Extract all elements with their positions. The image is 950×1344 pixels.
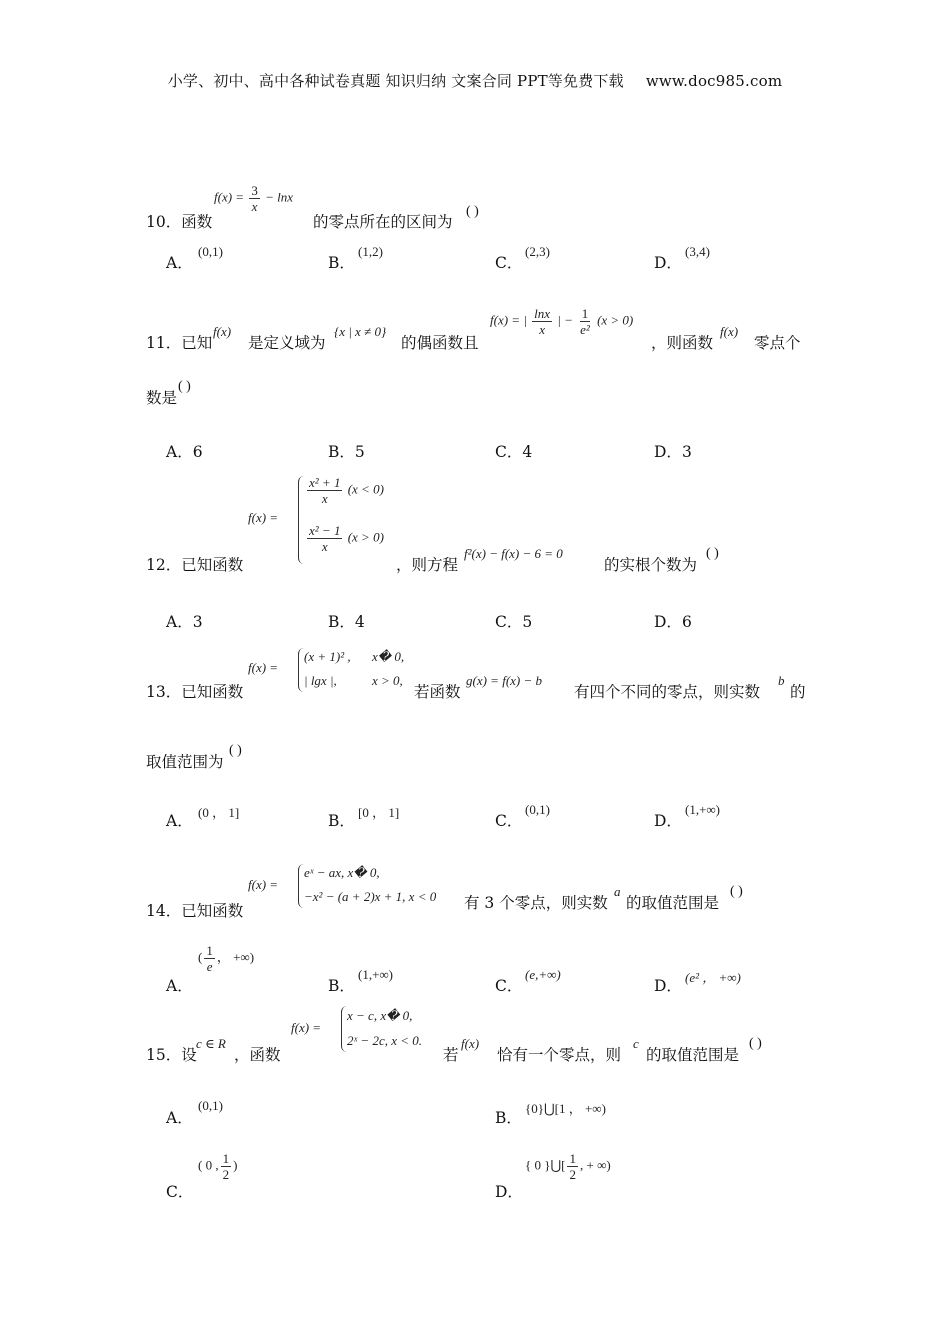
q14-case1: eˣ − ax, x� 0, xyxy=(304,865,380,880)
q15-option-d: { 0 }⋃[ $\frac{1}{2}$ , + ∞) xyxy=(525,1151,611,1182)
q11-formula: f(x) = | $\frac{\ln x}{x}$ | − $\frac{1}{\text{e²}}$ (x > 0) xyxy=(490,306,634,337)
q15-mid3: 恰有一个零点，则 xyxy=(497,1046,622,1064)
q14-formula-lhs: f(x) = xyxy=(248,877,279,892)
q15-cr: c ∈ R xyxy=(196,1036,226,1051)
q11-answer-paren: ( ) xyxy=(178,379,191,394)
q11-mid1: 是定义域为 xyxy=(248,334,326,352)
q14-option-a-label: A． xyxy=(166,977,193,995)
q11-fx2: f(x) xyxy=(720,324,739,339)
q12-prefix: 12．已知函数 xyxy=(146,556,244,574)
q11-line2: 数是 xyxy=(146,389,178,407)
q10-stem: 的零点所在的区间为 xyxy=(313,213,453,231)
q14-option-a: ( $\frac{1}{e}$ ， +∞) xyxy=(198,943,255,974)
q14-answer-paren: ( ) xyxy=(730,884,743,899)
q12-case2: $\frac{\text{x² − 1}}{x}$ (x > 0) xyxy=(309,523,384,554)
q15-mid: ，函数 xyxy=(234,1046,281,1064)
q10-option-a: (0,1) xyxy=(198,244,223,259)
q10-option-d: (3,4) xyxy=(685,244,710,259)
q10-option-b-label: B． xyxy=(328,254,355,272)
q14-option-b-label: B． xyxy=(328,977,355,995)
q14-option-c-label: C． xyxy=(495,977,523,995)
q13-gx: g(x) = f(x) − b xyxy=(466,673,543,688)
q13-option-c-label: C． xyxy=(495,812,523,830)
q12-formula-lhs: f(x) = xyxy=(248,510,279,525)
q15-option-d-label: D． xyxy=(495,1183,523,1201)
q11-option-b: 5 xyxy=(354,443,365,461)
q12-option-d-label: D．6 xyxy=(654,613,692,631)
q12-option-c: 5 xyxy=(522,613,533,631)
header-url: www.doc985.com xyxy=(645,72,783,90)
q14-mid: 有 3 个零点，则实数 xyxy=(464,894,608,912)
q14-a: a xyxy=(614,884,621,899)
q12-option-a: 3 xyxy=(192,613,203,631)
q11-option-a: 6 xyxy=(192,443,203,461)
q11-option-b-label: B．5 xyxy=(328,443,365,461)
q12-equation: f²(x) − f(x) − 6 = 0 xyxy=(464,546,563,561)
q13-mid: 若函数 xyxy=(414,683,461,701)
q12-mid: ，则方程 xyxy=(396,556,459,574)
q13-case1: (x + 1)² , xyxy=(304,649,351,664)
q15-fx: f(x) xyxy=(461,1036,480,1051)
q15-mid2: 若 xyxy=(443,1046,459,1064)
q13-case2: | lgx |, xyxy=(304,673,337,688)
q15-option-c-label: C． xyxy=(166,1183,194,1201)
q11-prefix: 11．已知 xyxy=(146,334,213,352)
q14-option-c: (e,+∞) xyxy=(525,967,561,982)
q15-case1: x − c, x� 0, xyxy=(347,1008,413,1023)
q11-option-d-label: D．3 xyxy=(654,443,692,461)
q12-option-b-label: B．4 xyxy=(328,613,365,631)
q11-option-d: 3 xyxy=(681,443,692,461)
q14-option-d: (e² ， +∞) xyxy=(685,970,741,985)
q15-option-b-label: B． xyxy=(495,1109,522,1127)
q10-option-a-label: A． xyxy=(166,254,193,272)
q14-prefix: 14．已知函数 xyxy=(146,902,244,920)
q10-option-d-label: D． xyxy=(654,254,682,272)
q11-end1: 零点个 xyxy=(754,334,801,352)
q12-option-c-label: C．5 xyxy=(495,613,533,631)
q14-option-d-label: D． xyxy=(654,977,682,995)
q15-answer-paren: ( ) xyxy=(749,1036,762,1051)
q15-prefix: 15．设 xyxy=(146,1046,197,1064)
q15-option-a: (0,1) xyxy=(198,1098,223,1113)
q15-option-b: {0}⋃[1 ， +∞) xyxy=(525,1101,606,1116)
q14-suffix: 的取值范围是 xyxy=(626,894,720,912)
q11-option-c-label: C．4 xyxy=(495,443,533,461)
q12-brace xyxy=(298,476,305,564)
q10-option-c: (2,3) xyxy=(525,244,550,259)
q11-fx: f(x) xyxy=(213,324,232,339)
q13-b: b xyxy=(778,673,785,688)
q13-option-b: [0 ， 1] xyxy=(358,805,400,820)
q13-option-a: (0 ， 1] xyxy=(198,805,240,820)
q10-option-b: (1,2) xyxy=(358,244,383,259)
q15-option-c: ( 0 , $\frac{1}{2}$ ) xyxy=(198,1151,238,1182)
q15-formula-lhs: f(x) = xyxy=(291,1020,322,1035)
q15-c: c xyxy=(633,1036,639,1051)
q10-option-c-label: C． xyxy=(495,254,523,272)
header-text: 小学、初中、高中各种试卷真题 知识归纳 文案合同 PPT等免费下载 xyxy=(167,72,624,90)
q13-prefix: 13．已知函数 xyxy=(146,683,244,701)
q11-domain: {x | x ≠ 0} xyxy=(334,324,387,339)
q13-formula-lhs: f(x) = xyxy=(248,660,279,675)
q15-option-a-label: A． xyxy=(166,1109,193,1127)
q12-suffix: 的实根个数为 xyxy=(604,556,698,574)
q13-line2: 取值范围为 xyxy=(146,753,224,771)
q10-formula: f(x) = $\frac{3}{x}$ − lnx xyxy=(214,183,293,214)
q13-option-d-label: D． xyxy=(654,812,682,830)
q13-option-d: (1,+∞) xyxy=(685,802,721,817)
q13-option-c: (0,1) xyxy=(525,802,550,817)
q15-case2: 2ˣ − 2c, x < 0. xyxy=(347,1033,423,1048)
q13-case2-cond: x > 0, xyxy=(372,673,403,688)
q10-prefix: 10．函数 xyxy=(146,213,213,231)
q11-mid2: 的偶函数且 xyxy=(401,334,479,352)
q14-case2: −x² − (a + 2)x + 1, x < 0 xyxy=(304,889,437,904)
q11-mid3: ，则函数 xyxy=(651,334,714,352)
q15-suffix: 的取值范围是 xyxy=(646,1046,740,1064)
q12-option-a-label: A．3 xyxy=(166,613,203,631)
q12-option-d: 6 xyxy=(681,613,692,631)
q12-case1: $\frac{\text{x² + 1}}{x}$ (x < 0) xyxy=(309,475,384,506)
q14-option-b: (1,+∞) xyxy=(358,967,394,982)
q13-answer-paren: ( ) xyxy=(229,743,242,758)
q10-answer-paren: ( ) xyxy=(466,204,479,219)
q13-mid2: 有四个不同的零点，则实数 xyxy=(574,683,761,701)
page-header xyxy=(0,70,950,91)
q13-option-a-label: A． xyxy=(166,812,193,830)
q13-end1: 的 xyxy=(790,683,806,701)
q13-case1-cond: x� 0, xyxy=(372,649,405,664)
q11-option-c: 4 xyxy=(522,443,533,461)
q12-answer-paren: ( ) xyxy=(706,546,719,561)
q13-option-b-label: B． xyxy=(328,812,355,830)
q11-option-a-label: A．6 xyxy=(166,443,203,461)
q12-option-b: 4 xyxy=(354,613,365,631)
